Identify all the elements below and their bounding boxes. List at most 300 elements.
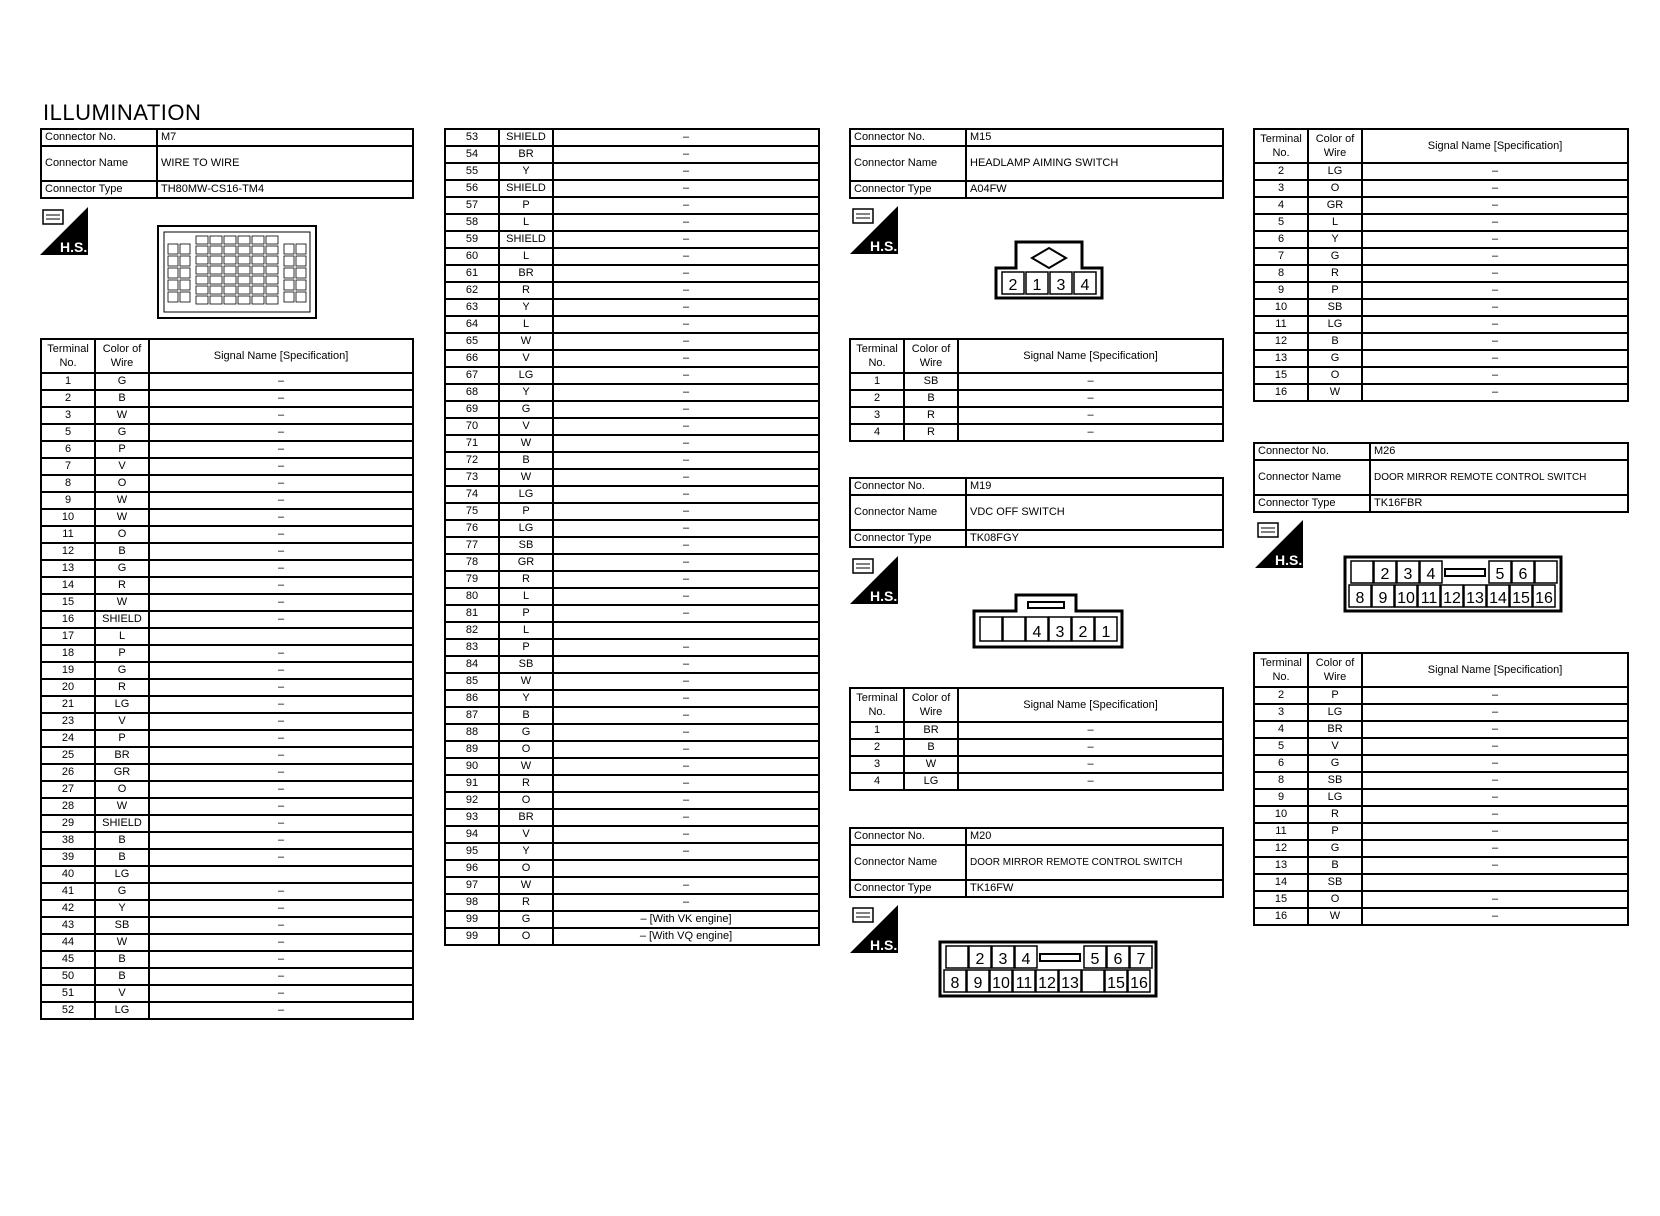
signal-name-cell: – xyxy=(149,407,413,424)
table-row xyxy=(1254,721,1628,738)
terminal-no-cell: 16 xyxy=(41,611,95,628)
table-row xyxy=(850,407,1223,424)
wire-color-cell: B xyxy=(1308,857,1362,874)
table-row xyxy=(445,486,819,503)
terminal-no-cell: 66 xyxy=(445,350,499,367)
wire-color-cell: LG xyxy=(904,773,958,790)
signal-name-cell: – xyxy=(1362,265,1628,282)
wire-color-cell: LG xyxy=(1308,163,1362,180)
table-row xyxy=(445,299,819,316)
terminal-no-cell: 82 xyxy=(445,622,499,639)
signal-name-cell: – xyxy=(149,730,413,747)
signal-name-cell: – xyxy=(149,713,413,730)
signal-name-cell: – xyxy=(149,526,413,543)
wire-color-cell: O xyxy=(95,781,149,798)
terminal-no-cell: 96 xyxy=(445,860,499,877)
terminal-no-cell: 3 xyxy=(850,756,904,773)
terminal-no-cell: 5 xyxy=(1254,738,1308,755)
terminal-no-cell: 53 xyxy=(445,129,499,146)
wire-color-cell: B xyxy=(95,543,149,560)
table-row xyxy=(41,798,413,815)
wire-color-cell: P xyxy=(499,639,553,656)
table-row xyxy=(445,435,819,452)
signal-name-cell: – xyxy=(149,815,413,832)
wire-color-cell: SB xyxy=(499,656,553,673)
table-row xyxy=(445,775,819,792)
pin-number: 4 xyxy=(1080,277,1090,294)
terminal-no-cell: 9 xyxy=(1254,789,1308,806)
connector-name-label: Connector Name xyxy=(1254,460,1370,495)
wire-color-cell: L xyxy=(1308,214,1362,231)
wire-color-cell: SB xyxy=(499,537,553,554)
signal-name-cell: – xyxy=(958,756,1223,773)
wire-color-cell: R xyxy=(499,894,553,911)
signal-name-cell: – xyxy=(553,656,819,673)
wire-color-cell: SHIELD xyxy=(95,611,149,628)
terminal-no-cell: 26 xyxy=(41,764,95,781)
pin-cavity xyxy=(946,946,968,968)
signal-name-cell: – xyxy=(149,917,413,934)
color-of-wire-header: Color of Wire xyxy=(1308,129,1362,163)
signal-name-cell: – xyxy=(149,1002,413,1019)
signal-name-cell xyxy=(149,628,413,645)
connector-type-label: Connector Type xyxy=(850,880,966,897)
table-row xyxy=(1254,738,1628,755)
table-row xyxy=(41,662,413,679)
pin-number: 4 xyxy=(1021,951,1031,968)
pin-number: 1 xyxy=(1101,624,1111,641)
wire-color-cell: V xyxy=(95,985,149,1002)
terminal-no-cell: 76 xyxy=(445,520,499,537)
signal-name-cell: – xyxy=(553,639,819,656)
wire-color-cell: O xyxy=(499,741,553,758)
signal-name-cell: – xyxy=(553,809,819,826)
table-row xyxy=(445,928,819,945)
terminal-no-cell: 2 xyxy=(41,390,95,407)
terminal-no-cell: 6 xyxy=(1254,231,1308,248)
signal-name-cell: – xyxy=(1362,857,1628,874)
pin-number: 6 xyxy=(1113,951,1123,968)
signal-name-cell: – xyxy=(149,696,413,713)
wire-color-cell: SHIELD xyxy=(499,231,553,248)
terminal-no-cell: 10 xyxy=(1254,299,1308,316)
signal-name-cell: – xyxy=(1362,738,1628,755)
signal-name-cell: – xyxy=(149,475,413,492)
signal-name-cell: – xyxy=(1362,721,1628,738)
connector-no-label: Connector No. xyxy=(850,828,966,845)
table-row xyxy=(41,526,413,543)
table-row xyxy=(1254,316,1628,333)
table-row xyxy=(1254,874,1628,891)
table-row xyxy=(1254,350,1628,367)
signal-name-cell: – xyxy=(149,679,413,696)
terminal-no-cell: 18 xyxy=(41,645,95,662)
harness-side-icon xyxy=(40,207,88,255)
signal-name-cell: – xyxy=(149,747,413,764)
wire-color-cell: R xyxy=(1308,806,1362,823)
wire-color-cell: W xyxy=(95,407,149,424)
hs-label: H.S. xyxy=(60,239,88,255)
wire-color-cell: O xyxy=(95,526,149,543)
signal-name-cell: – xyxy=(553,350,819,367)
signal-name-cell: – xyxy=(553,520,819,537)
wire-color-cell: B xyxy=(95,832,149,849)
signal-name-cell: – xyxy=(553,588,819,605)
connector-type-label: Connector Type xyxy=(850,530,966,547)
terminal-no-cell: 65 xyxy=(445,333,499,350)
harness-side-icon xyxy=(850,556,898,604)
pin-number: 5 xyxy=(1495,566,1505,583)
signal-name-cell: – xyxy=(958,722,1223,739)
signal-name-header: Signal Name [Specification] xyxy=(958,339,1223,373)
table-row xyxy=(1254,214,1628,231)
terminal-no-cell: 2 xyxy=(1254,687,1308,704)
table-row xyxy=(445,418,819,435)
terminal-no-cell: 90 xyxy=(445,758,499,775)
terminal-no-cell: 13 xyxy=(1254,350,1308,367)
table-row xyxy=(1254,180,1628,197)
terminal-no-cell: 62 xyxy=(445,282,499,299)
terminal-no-cell: 10 xyxy=(41,509,95,526)
wire-color-cell: W xyxy=(95,509,149,526)
table-row xyxy=(445,282,819,299)
terminal-no-cell: 99 xyxy=(445,911,499,928)
table-row xyxy=(1254,265,1628,282)
connector-name-value: VDC OFF SWITCH xyxy=(966,495,1223,530)
signal-name-cell: – xyxy=(1362,367,1628,384)
signal-name-cell: – xyxy=(149,764,413,781)
table-row xyxy=(41,577,413,594)
wire-color-cell: SB xyxy=(904,373,958,390)
connector-info-m26 xyxy=(1253,442,1629,513)
table-row xyxy=(41,560,413,577)
signal-name-header: Signal Name [Specification] xyxy=(1362,653,1628,687)
wire-color-cell: LG xyxy=(1308,704,1362,721)
table-row xyxy=(445,809,819,826)
wire-color-cell: Y xyxy=(499,384,553,401)
table-row xyxy=(445,350,819,367)
table-row xyxy=(41,628,413,645)
connector-no-value: M15 xyxy=(966,129,1223,146)
connector-no-value: M26 xyxy=(1370,443,1628,460)
terminal-no-cell: 13 xyxy=(1254,857,1308,874)
terminal-no-cell: 5 xyxy=(41,424,95,441)
terminal-no-cell: 42 xyxy=(41,900,95,917)
table-row xyxy=(41,747,413,764)
table-row xyxy=(445,843,819,860)
table-row xyxy=(1254,755,1628,772)
terminal-no-cell: 7 xyxy=(41,458,95,475)
table-row xyxy=(1254,231,1628,248)
table-row xyxy=(41,594,413,611)
terminal-no-cell: 19 xyxy=(41,662,95,679)
wire-color-cell: G xyxy=(95,373,149,390)
signal-name-cell: – xyxy=(553,707,819,724)
signal-name-cell: – xyxy=(553,435,819,452)
table-row xyxy=(41,1002,413,1019)
table-row xyxy=(41,730,413,747)
signal-name-cell xyxy=(553,860,819,877)
terminal-no-cell: 14 xyxy=(41,577,95,594)
signal-name-cell: – xyxy=(149,662,413,679)
wire-color-cell: W xyxy=(95,934,149,951)
terminal-no-cell: 59 xyxy=(445,231,499,248)
wire-color-cell: SHIELD xyxy=(499,129,553,146)
table-row xyxy=(445,826,819,843)
signal-name-cell: – xyxy=(553,265,819,282)
pin-number: 13 xyxy=(1061,975,1079,992)
wire-color-cell: W xyxy=(499,877,553,894)
table-row xyxy=(445,248,819,265)
wire-color-cell: B xyxy=(1308,333,1362,350)
signal-name-cell: – xyxy=(1362,316,1628,333)
table-row xyxy=(1254,384,1628,401)
connector-diagram-m26 xyxy=(1343,555,1563,613)
signal-name-cell: – xyxy=(553,843,819,860)
signal-name-cell: – xyxy=(1362,333,1628,350)
signal-name-cell: – xyxy=(149,951,413,968)
signal-name-cell: – xyxy=(553,299,819,316)
wire-color-cell: O xyxy=(499,928,553,945)
terminal-no-cell: 1 xyxy=(850,373,904,390)
signal-name-cell: – xyxy=(149,968,413,985)
terminal-no-cell: 27 xyxy=(41,781,95,798)
signal-name-cell: – xyxy=(553,486,819,503)
signal-name-cell: – xyxy=(553,503,819,520)
connector-diagram-m20 xyxy=(938,940,1158,998)
connector-name-label: Connector Name xyxy=(850,495,966,530)
pin-number: 9 xyxy=(1378,590,1388,607)
terminal-no-cell: 97 xyxy=(445,877,499,894)
connector-type-value: TK16FBR xyxy=(1370,495,1628,512)
signal-name-cell: – xyxy=(149,832,413,849)
wire-color-cell: B xyxy=(95,951,149,968)
signal-name-cell: – xyxy=(553,129,819,146)
wire-color-cell: BR xyxy=(904,722,958,739)
terminal-no-cell: 8 xyxy=(41,475,95,492)
wire-color-cell: O xyxy=(1308,180,1362,197)
terminal-no-cell: 10 xyxy=(1254,806,1308,823)
wire-color-cell: W xyxy=(1308,908,1362,925)
signal-name-cell: – xyxy=(149,390,413,407)
connector-key xyxy=(1040,954,1080,961)
terminal-no-cell: 52 xyxy=(41,1002,95,1019)
terminal-no-cell: 73 xyxy=(445,469,499,486)
wire-color-cell: GR xyxy=(95,764,149,781)
signal-name-cell: – xyxy=(1362,891,1628,908)
wire-color-cell: W xyxy=(499,758,553,775)
hs-label: H.S. xyxy=(870,238,898,254)
signal-name-cell: – xyxy=(149,509,413,526)
terminal-no-cell: 12 xyxy=(1254,333,1308,350)
table-row xyxy=(41,883,413,900)
wire-color-cell: G xyxy=(499,724,553,741)
table-row xyxy=(850,390,1223,407)
signal-name-cell: – xyxy=(553,741,819,758)
table-row xyxy=(445,214,819,231)
table-row xyxy=(1254,823,1628,840)
wire-color-cell: V xyxy=(95,458,149,475)
table-row xyxy=(850,756,1223,773)
terminal-no-cell: 58 xyxy=(445,214,499,231)
pin-number: 4 xyxy=(1032,624,1042,641)
terminal-no-cell: 17 xyxy=(41,628,95,645)
pin-number: 12 xyxy=(1038,975,1056,992)
terminal-no-cell: 95 xyxy=(445,843,499,860)
wire-color-cell: R xyxy=(499,571,553,588)
wire-color-cell: BR xyxy=(499,146,553,163)
terminal-no-cell: 43 xyxy=(41,917,95,934)
page-title: ILLUMINATION xyxy=(43,100,202,125)
connector-type-label: Connector Type xyxy=(850,181,966,198)
connector-diagram-m15 xyxy=(994,240,1104,300)
table-row xyxy=(445,639,819,656)
signal-name-cell: – xyxy=(1362,384,1628,401)
hs-label: H.S. xyxy=(870,588,898,604)
wire-color-cell: B xyxy=(499,452,553,469)
signal-name-cell: – xyxy=(553,333,819,350)
color-of-wire-header: Color of Wire xyxy=(95,339,149,373)
table-row xyxy=(445,860,819,877)
table-row xyxy=(1254,197,1628,214)
table-row xyxy=(1254,163,1628,180)
connector-type-value: TK16FW xyxy=(966,880,1223,897)
terminal-no-cell: 50 xyxy=(41,968,95,985)
pin-number: 16 xyxy=(1535,590,1553,607)
wire-color-cell: SB xyxy=(1308,772,1362,789)
table-row xyxy=(445,180,819,197)
signal-name-cell: – xyxy=(553,775,819,792)
wire-color-cell: W xyxy=(499,469,553,486)
signal-name-cell: – xyxy=(1362,214,1628,231)
connector-no-value: M7 xyxy=(157,129,413,146)
terminal-no-cell: 15 xyxy=(1254,367,1308,384)
connector-info-m7 xyxy=(40,128,414,199)
table-row xyxy=(445,197,819,214)
terminal-no-cell: 40 xyxy=(41,866,95,883)
signal-name-cell: – xyxy=(149,560,413,577)
signal-name-cell: – xyxy=(1362,350,1628,367)
terminal-no-cell: 61 xyxy=(445,265,499,282)
terminal-no-cell: 74 xyxy=(445,486,499,503)
table-row xyxy=(1254,687,1628,704)
terminal-no-cell: 54 xyxy=(445,146,499,163)
terminal-no-cell: 13 xyxy=(41,560,95,577)
table-row xyxy=(41,543,413,560)
table-row xyxy=(445,316,819,333)
terminal-no-cell: 29 xyxy=(41,815,95,832)
signal-name-cell: – xyxy=(149,798,413,815)
signal-name-cell: – xyxy=(1362,755,1628,772)
terminal-no-header: Terminal No. xyxy=(41,339,95,373)
wire-color-cell: LG xyxy=(95,696,149,713)
connector-name-value: WIRE TO WIRE xyxy=(157,146,413,181)
terminal-no-cell: 39 xyxy=(41,849,95,866)
wire-color-cell: SB xyxy=(1308,299,1362,316)
wire-color-cell: V xyxy=(499,418,553,435)
terminal-no-cell: 81 xyxy=(445,605,499,622)
wire-color-cell: W xyxy=(499,435,553,452)
wire-color-cell: G xyxy=(499,401,553,418)
terminal-no-cell: 8 xyxy=(1254,772,1308,789)
wire-color-cell: W xyxy=(499,673,553,690)
wire-color-cell: LG xyxy=(1308,316,1362,333)
hs-label: H.S. xyxy=(1275,552,1303,568)
signal-name-cell: – xyxy=(553,163,819,180)
wire-color-cell: P xyxy=(499,503,553,520)
connector-key xyxy=(1445,569,1485,576)
table-row xyxy=(41,424,413,441)
terminal-no-cell: 24 xyxy=(41,730,95,747)
wire-color-cell: W xyxy=(95,492,149,509)
table-row xyxy=(445,163,819,180)
wire-color-cell: R xyxy=(904,424,958,441)
terminal-no-cell: 6 xyxy=(41,441,95,458)
pin-number: 10 xyxy=(992,975,1010,992)
wire-color-cell: Y xyxy=(499,843,553,860)
terminal-no-cell: 6 xyxy=(1254,755,1308,772)
signal-name-cell: – xyxy=(1362,840,1628,857)
table-row xyxy=(445,741,819,758)
signal-name-cell: – xyxy=(553,690,819,707)
wire-color-cell: Y xyxy=(499,299,553,316)
pin-number: 6 xyxy=(1518,566,1528,583)
wire-color-cell: G xyxy=(95,424,149,441)
table-row xyxy=(445,503,819,520)
table-row xyxy=(41,390,413,407)
signal-name-cell: – xyxy=(553,673,819,690)
terminal-no-header: Terminal No. xyxy=(850,688,904,722)
wire-color-cell: O xyxy=(1308,891,1362,908)
pin-number: 1 xyxy=(1032,277,1042,294)
signal-name-cell: – [With VK engine] xyxy=(553,911,819,928)
terminal-no-cell: 79 xyxy=(445,571,499,588)
connector-name-value: DOOR MIRROR REMOTE CONTROL SWITCH xyxy=(1370,460,1628,495)
pin-table-m19 xyxy=(849,687,1224,791)
table-row xyxy=(41,917,413,934)
wire-color-cell: B xyxy=(904,739,958,756)
terminal-no-cell: 88 xyxy=(445,724,499,741)
terminal-no-cell: 77 xyxy=(445,537,499,554)
table-row xyxy=(1254,704,1628,721)
connector-name-label: Connector Name xyxy=(850,845,966,880)
wire-color-cell: P xyxy=(95,441,149,458)
wire-color-cell: B xyxy=(95,849,149,866)
wire-color-cell: P xyxy=(95,730,149,747)
table-row xyxy=(445,401,819,418)
signal-name-cell: – xyxy=(553,367,819,384)
connector-no-value: M19 xyxy=(966,478,1223,495)
terminal-no-cell: 7 xyxy=(1254,248,1308,265)
signal-name-cell: – xyxy=(958,424,1223,441)
signal-name-cell: – xyxy=(553,469,819,486)
table-row xyxy=(41,475,413,492)
wire-color-cell: O xyxy=(499,792,553,809)
signal-name-cell: – xyxy=(553,214,819,231)
table-row xyxy=(445,877,819,894)
pin-number: 4 xyxy=(1426,566,1436,583)
pin-number: 2 xyxy=(975,951,985,968)
table-row xyxy=(41,866,413,883)
pin-number: 3 xyxy=(1056,277,1066,294)
table-row xyxy=(41,781,413,798)
table-row xyxy=(1254,789,1628,806)
wire-color-cell: L xyxy=(499,316,553,333)
table-row xyxy=(41,968,413,985)
wire-color-cell: R xyxy=(95,577,149,594)
pin-cavity xyxy=(980,617,1002,641)
terminal-no-cell: 87 xyxy=(445,707,499,724)
